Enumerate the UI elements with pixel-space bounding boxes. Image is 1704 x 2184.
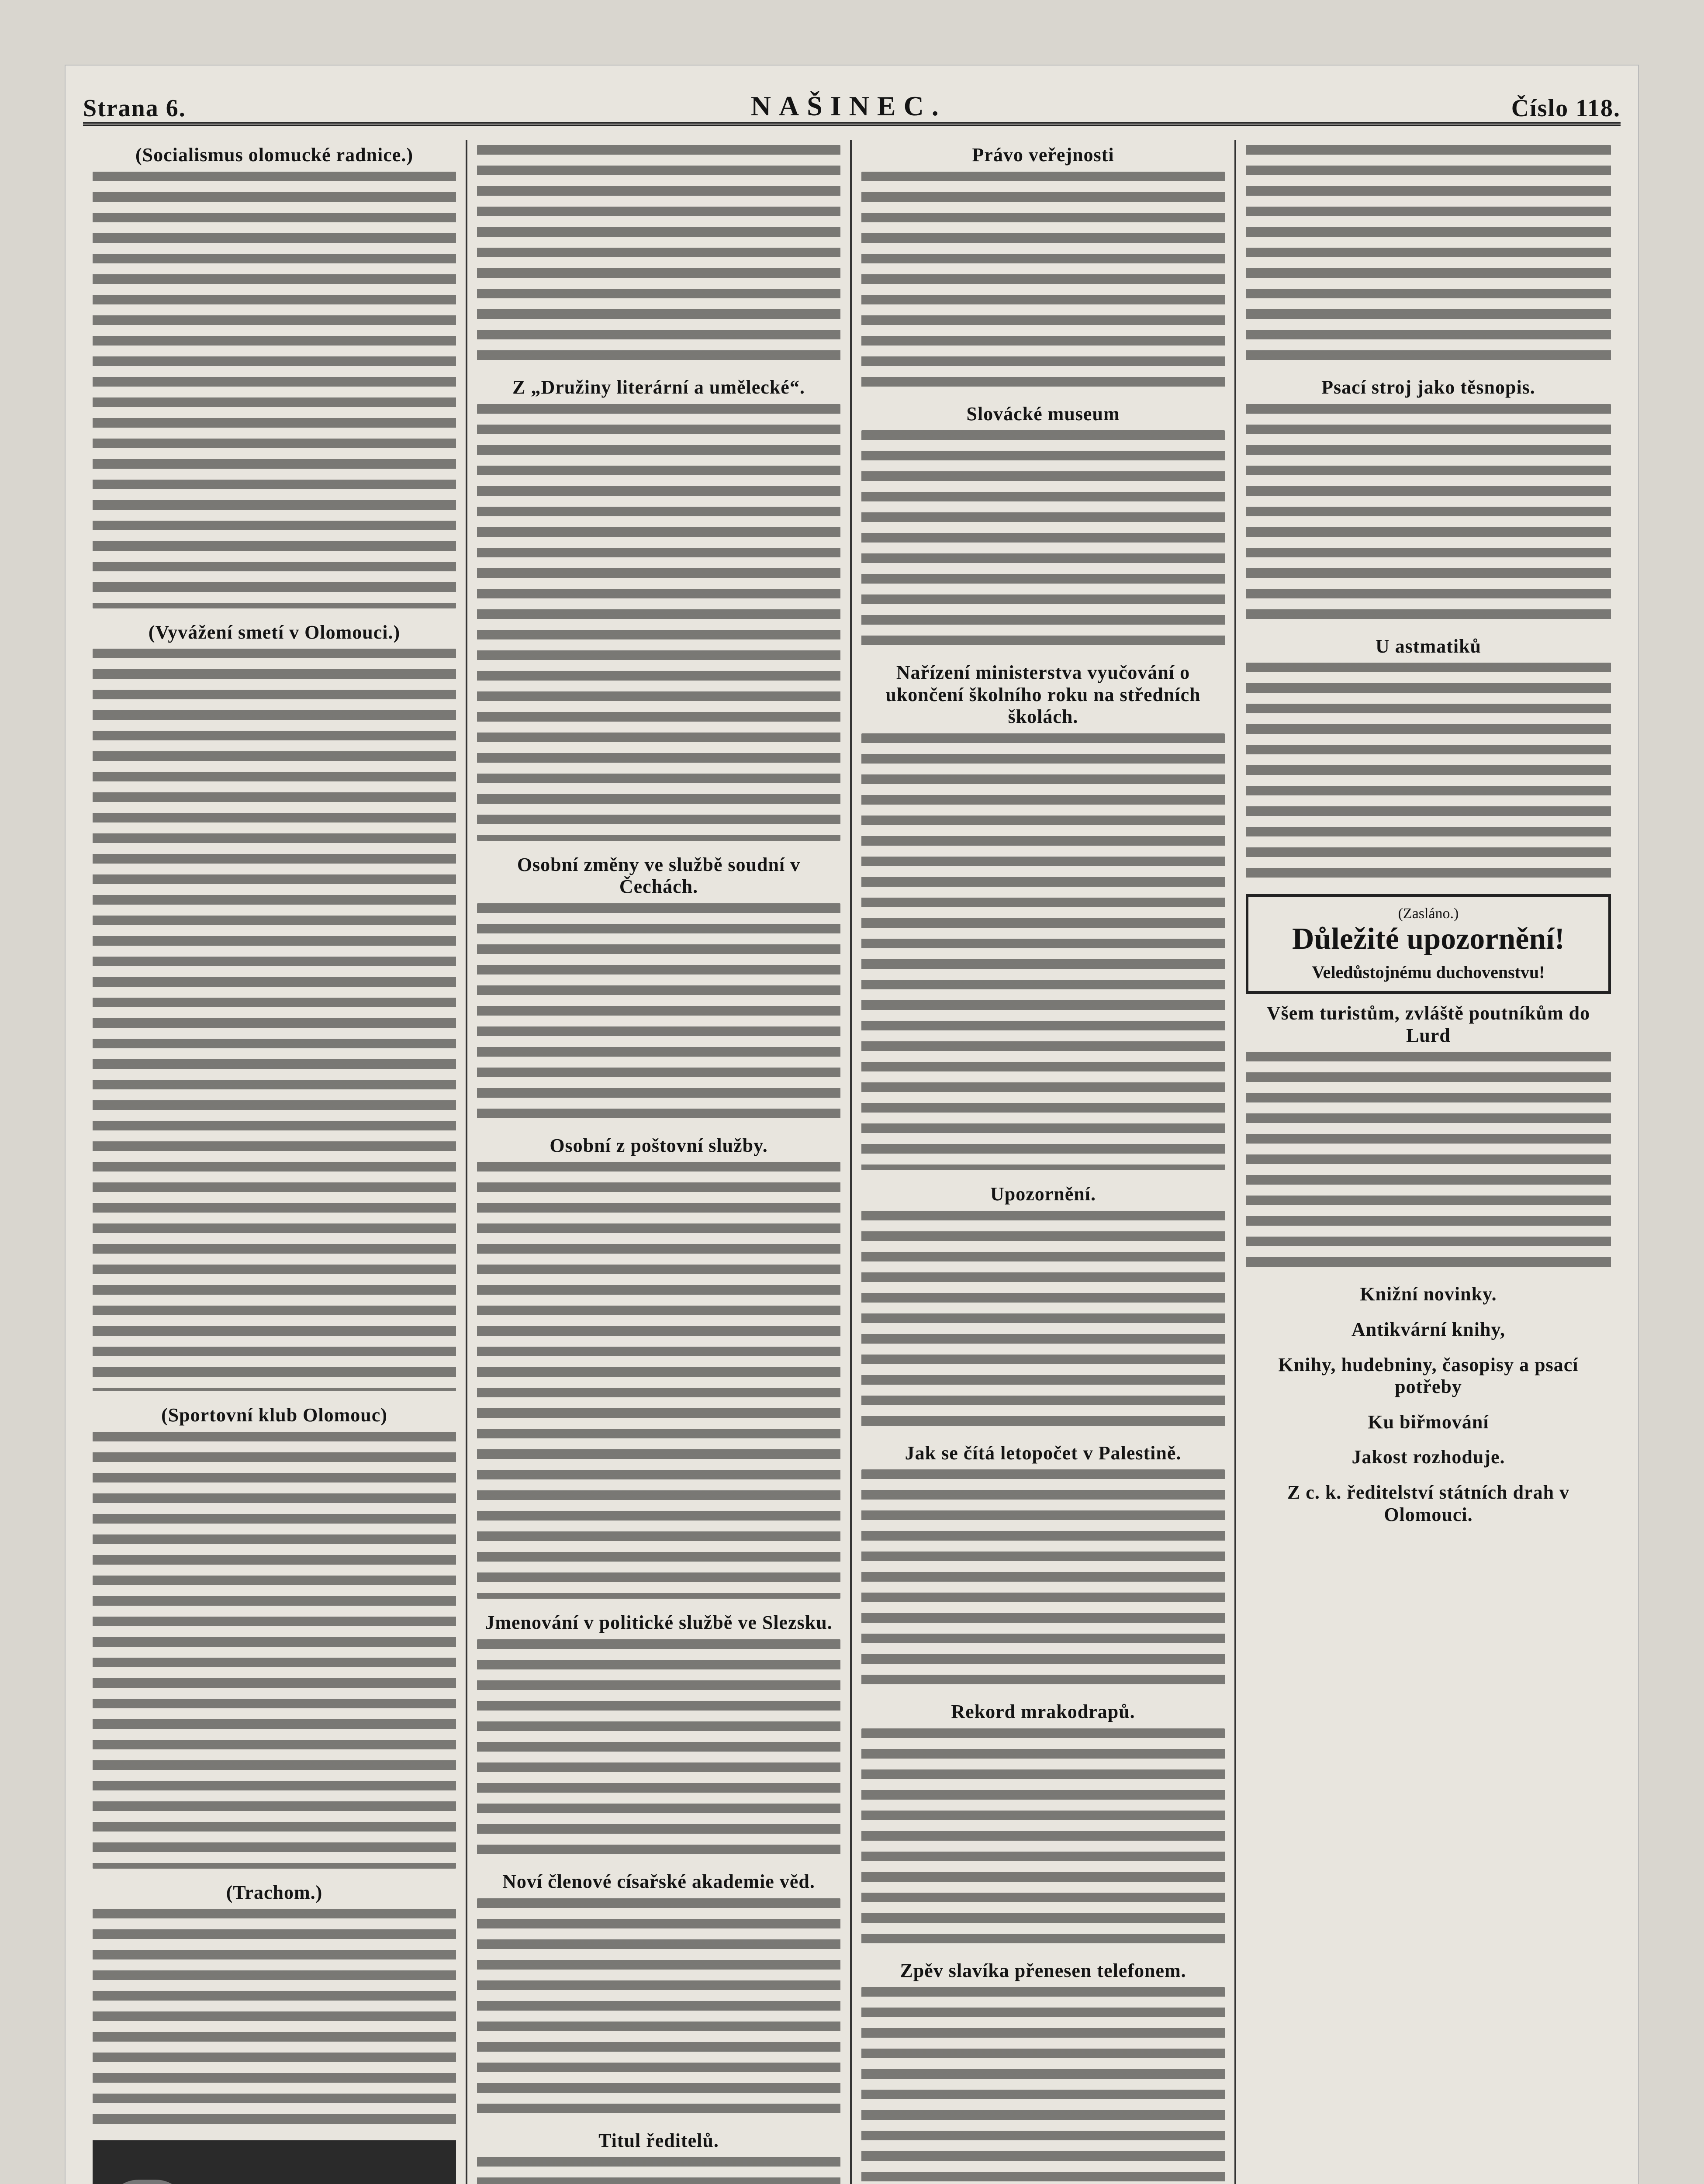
article-body [93,172,456,608]
article [861,1442,1225,1688]
article-headline: Osobní z poštovní služby. [550,1134,768,1156]
article-body [861,1728,1225,1947]
small-item [1246,1354,1611,1398]
article [477,145,840,363]
small-item [1246,1283,1611,1306]
notice-title: Důležité upozornění! [1292,922,1565,956]
notice-box [1246,894,1611,994]
article [93,1404,456,1869]
article-headline: Upozornění. [990,1183,1096,1205]
article-headline: Slovácké museum [966,403,1120,425]
article-headline: (Vyvážení smetí v Olomouci.) [148,621,401,643]
article-headline: Rekord mrakodrapů. [951,1701,1135,1723]
article [477,854,840,1122]
item-body [1246,1052,1611,1270]
item-headline: Z c. k. ředitelství státních drah v Olomouci. [1287,1481,1570,1525]
article [93,622,456,1392]
article-body [1246,145,1611,363]
article-body [477,404,840,841]
article-headline: Zpěv slavíka přenesen telefonem. [900,1959,1186,1981]
article-headline: (Socialismus olomucké radnice.) [135,144,413,166]
piggy-bank-icon [106,2180,189,2184]
article-body [1246,663,1611,881]
article [861,662,1225,1170]
small-item [1246,1319,1611,1341]
column-4 [1236,140,1621,2184]
issue-number: Číslo 118. [1511,95,1621,122]
small-item [1246,1446,1611,1469]
columns [83,140,1621,2184]
article-headline: Noví členové císařské akademie věd. [502,1870,815,1892]
masthead [83,83,1621,126]
item-headline: Antikvární knihy, [1351,1318,1506,1340]
article [1246,636,1611,881]
article-headline: Osobní změny ve službě soudní v Čechách. [517,854,801,898]
article-body [477,903,840,1122]
article [861,144,1225,390]
article-headline: Jak se čítá letopočet v Palestině. [905,1442,1182,1464]
column-2 [467,140,852,2184]
article [477,2130,840,2184]
small-item [1246,1002,1611,1270]
item-headline: Knižní novinky. [1360,1283,1497,1305]
article-body [861,172,1225,390]
article [93,144,456,608]
article-headline: Z „Družiny literární a umělecké“. [512,377,805,398]
article-headline: Právo veřejnosti [972,144,1114,166]
article-headline: (Sportovní klub Olomouc) [161,1404,387,1426]
article [861,403,1225,649]
article-body [477,1898,840,2117]
article-headline: U astmatiků [1375,635,1482,657]
article-body [93,1432,456,1869]
article-body [477,1639,840,1858]
newspaper-title: NAŠINEC. [750,90,947,121]
article [861,1701,1225,1947]
article [477,1871,840,2117]
article-body [861,1987,1225,2184]
article-body [93,649,456,1391]
column-1 [83,140,467,2184]
item-headline: Všem turistům, zvláště poutníkům do Lurd [1266,1002,1590,1046]
notice-label: (Zasláno.) [1398,905,1459,922]
small-item [1246,1482,1611,1526]
article-body [861,1469,1225,1688]
article-body [861,430,1225,649]
article [1246,145,1611,363]
article [477,377,840,841]
item-headline: Ku biřmování [1368,1411,1489,1433]
article-headline: Psací stroj jako těsnopis. [1321,377,1535,398]
article [1246,377,1611,622]
column-3 [852,140,1236,2184]
article [477,1135,840,1599]
notice-subtitle: Veledůstojnému duchovenstvu! [1312,962,1545,982]
article-headline: Jmenování v politické službě ve Slezsku. [485,1612,833,1634]
article [477,1612,840,1858]
article [861,1960,1225,2184]
savings-bank-advertisement [93,2140,456,2184]
article-body [477,2157,840,2184]
article [93,1882,456,2128]
article-body [93,1909,456,2127]
item-headline: Knihy, hudebniny, časopisy a psací potřeby [1278,1354,1579,1398]
small-item [1246,1411,1611,1434]
article [861,1183,1225,1429]
newspaper-page [66,66,1638,2184]
article-headline: Titul ředitelů. [598,2129,719,2151]
article-headline: Nařízení ministerstva vyučování o ukončení školního roku na středních školách. [885,662,1201,728]
page-number: Strana 6. [83,95,186,122]
article-body [1246,404,1611,622]
article-body [861,733,1225,1170]
article-body [477,145,840,363]
article-headline: (Trachom.) [226,1881,323,1903]
article-body [861,1211,1225,1429]
item-headline: Jakost rozhoduje. [1351,1446,1505,1468]
article-body [477,1162,840,1599]
